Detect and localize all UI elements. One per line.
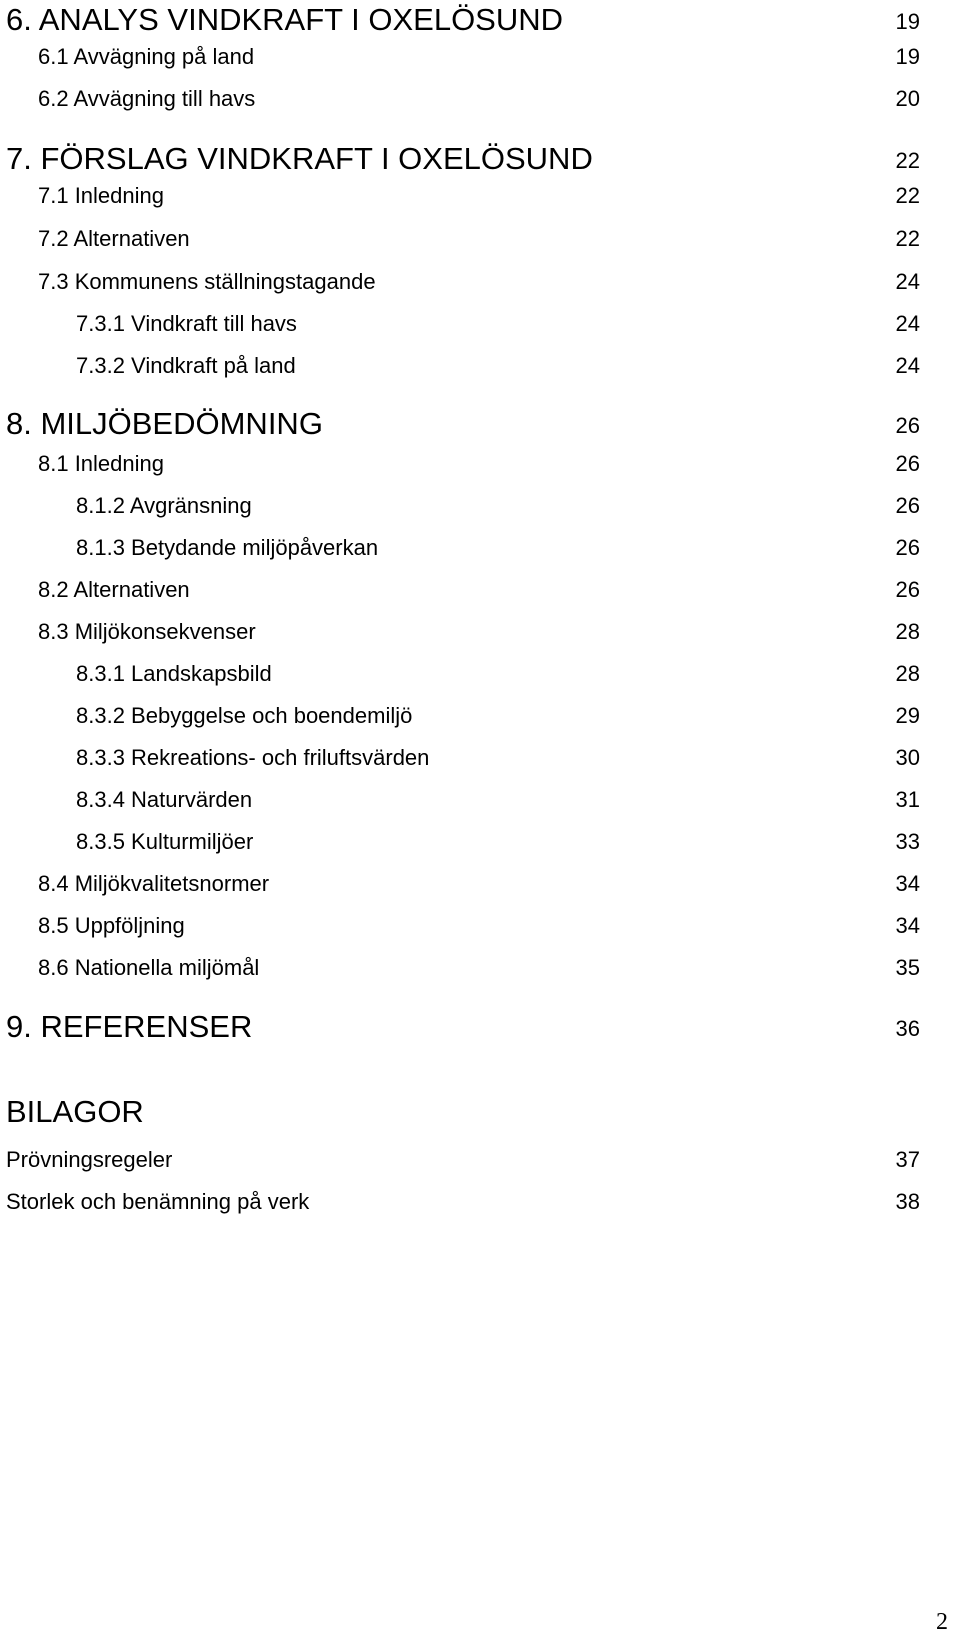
toc-entry-page: 24 [895,353,920,378]
toc-entry-title: 8.4 Miljökvalitetsnormer [38,871,270,896]
toc-entry-page: 30 [895,745,920,770]
toc-entry-page: 38 [895,1189,920,1214]
toc-entry-page: 34 [895,871,920,896]
toc-entry-page: 37 [895,1147,920,1172]
toc-entry-page: 19 [895,9,920,34]
toc-entry-title: 8.1 Inledning [38,451,164,476]
toc-entry-title: Prövningsregeler [6,1147,173,1172]
toc-entry-page: 26 [895,493,920,518]
toc-entry-title: 6. ANALYS VINDKRAFT I OXELÖSUND [6,2,564,37]
toc-entry-title: 7.3.1 Vindkraft till havs [76,311,297,336]
toc-entry-page: 31 [895,787,920,812]
toc-entry-page: 33 [895,829,920,854]
bilagor-heading: BILAGOR [6,1094,144,1129]
toc-entry-title: 8.1.2 Avgränsning [76,493,252,518]
toc-entry-page: 26 [895,413,920,438]
toc-entry-page: 20 [895,86,920,111]
toc-entry-title: 8.2 Alternativen [38,577,190,602]
toc-entry-page: 26 [895,577,920,602]
toc-entry-page: 22 [895,183,920,208]
toc-entry-title: 8.5 Uppföljning [38,913,185,938]
toc-entry-title: 7.3 Kommunens ställningstagande [38,269,376,294]
toc-entry-page: 24 [895,311,920,336]
toc-entry-title: 7. FÖRSLAG VINDKRAFT I OXELÖSUND [6,141,593,176]
page-number: 2 [936,1609,948,1635]
toc-entry-page: 29 [895,703,920,728]
toc-entry-title: 8.1.3 Betydande miljöpåverkan [76,535,379,560]
toc-entry-title: 6.1 Avvägning på land [38,44,255,69]
toc-entry-title: 7.1 Inledning [38,183,164,208]
toc-entry-title: 9. REFERENSER [6,1009,253,1044]
toc-entry-title: 8.3.1 Landskapsbild [76,661,272,686]
toc-entry-title: 7.3.2 Vindkraft på land [76,353,296,378]
toc-entry-page: 28 [895,619,920,644]
toc-entry-page: 24 [895,269,920,294]
toc-entry-page: 26 [895,535,920,560]
toc-entry-title: 6.2 Avvägning till havs [38,86,256,111]
toc-entry-title: 8. MILJÖBEDÖMNING [6,406,323,441]
toc-entry-title: 8.3 Miljökonsekvenser [38,619,256,644]
toc-entry-page: 19 [895,44,920,69]
toc-entry-title: 8.3.2 Bebyggelse och boendemiljö [76,703,413,728]
toc-entry-title: 7.2 Alternativen [38,226,190,251]
toc-entry-title: 8.3.5 Kulturmiljöer [76,829,254,854]
toc-entry-page: 26 [895,451,920,476]
toc-entry-page: 36 [895,1016,920,1041]
toc-entry-title: 8.3.4 Naturvärden [76,787,253,812]
toc-entry-title: 8.3.3 Rekreations- och friluftsvärden [76,745,430,770]
toc-entry-title: Storlek och benämning på verk [6,1189,310,1214]
toc-entry-page: 34 [895,913,920,938]
toc-entry-title: 8.6 Nationella miljömål [38,955,260,980]
toc-entry-page: 22 [895,148,920,173]
toc-entry-page: 28 [895,661,920,686]
toc-entry-page: 35 [895,955,920,980]
toc-entry-page: 22 [895,226,920,251]
